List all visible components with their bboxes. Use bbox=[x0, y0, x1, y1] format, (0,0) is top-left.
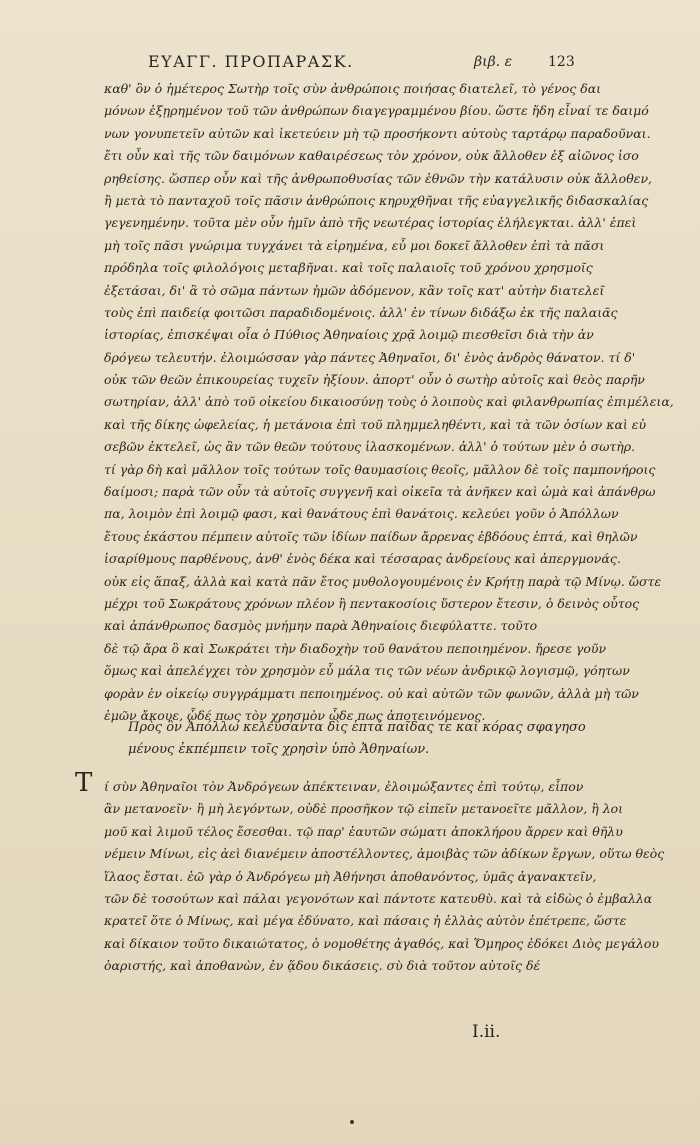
main-text-block bbox=[104, 78, 674, 727]
text-line: γεγενημένην. τοῦτα μὲν οὖν ἡμῖν ἀπὸ τῆς νεωτέρας ἱστορίας ἐλήλεγκται. ἀλλ' ἐπεὶ bbox=[104, 215, 637, 231]
running-title: ΕΥΑΓΓ. ΠΡΟΠΑΡΑΣΚ. bbox=[148, 52, 354, 71]
heading-line: Πρὸς ὃν Ἀπόλλω κελεύσαντα δὶς ἑπτὰ παῖδας τε καὶ κόρας σφαγησο bbox=[128, 720, 586, 735]
oracle-heading bbox=[128, 716, 586, 761]
text-line: δρόγεω τελευτήν. ἐλοιμώσσαν γὰρ πάντες Ἀθηναῖοι, δι' ἑνὸς ἀνδρὸς θάνατον. τί δ' bbox=[104, 349, 636, 365]
page-number: 123 bbox=[548, 54, 575, 70]
text-line: ἰσαρίθμους παρθένους, ἀνθ' ἑνὸς δέκα καὶ τέσσαρας ἀνδρείους καὶ ἀπεργμονάς. bbox=[104, 551, 621, 567]
text-line: ἔτους ἑκάστου πέμπειν αὐτοῖς τῶν ἰδίων παίδων ἄρρενας ἑβδόους ἑπτά, καὶ θηλῶν bbox=[104, 528, 638, 544]
text-line: τῶν δὲ τοσούτων καὶ πάλαι γεγονότων καὶ πάντοτε κατευθὺ. καὶ τὰ εἰδὼς ὁ ἐμβαλλα bbox=[104, 890, 653, 906]
heading-line: μένους ἐκπέμπειν τοῖς χρησὶν ὑπὸ Ἀθηναίων. bbox=[128, 742, 430, 758]
text-line: κρατεῖ ὅτε ὁ Μίνως, καὶ μέγα ἐδύνατο, καὶ πάσαις ἡ ἑλλὰς αὐτὸν ἐπέτρεπε, ὥστε bbox=[104, 913, 627, 929]
page-header bbox=[148, 52, 578, 76]
text-line: ἵλαος ἔσται. ἐῶ γὰρ ὁ Ἀνδρόγεω μὴ Ἀθήνησι ἀποθανόντος, ὑμᾶς ἀγανακτεῖν, bbox=[104, 868, 597, 884]
text-line: σεβῶν ἐκτελεῖ, ὡς ἂν τῶν θεῶν τούτους ἱλασκομένων. ἀλλ' ὁ τούτων μὲν ὁ σωτὴρ. bbox=[104, 439, 636, 455]
text-line: καθ' ὃν ὁ ἡμέτερος Σωτὴρ τοῖς σὺν ἀνθρώποις ποιήσας διατελεῖ, τὸ γένος δαι bbox=[104, 81, 602, 96]
text-line: οὐκ εἰς ἅπαξ, ἀλλὰ καὶ κατὰ πᾶν ἔτος μυθολογουμένοις ἐν Κρήτῃ παρὰ τῷ Μίνῳ. ὥστε bbox=[104, 573, 662, 589]
text-line: νων γονυπετεῖν αὐτῶν καὶ ἱκετεύειν μὴ τῷ προσήκοντι αὐτοὺς ταρτάρῳ παραδοῦναι. bbox=[104, 125, 651, 141]
text-line: μοῦ καὶ λιμοῦ τέλος ἔσεσθαι. τῷ παρ' ἑαυτῶν σώματι ἀποκλήρου ἄρρεν καὶ θῆλυ bbox=[104, 823, 623, 839]
text-line: τοὺς ἐπὶ παιδείᾳ φοιτῶσι παραδιδομένοις. ἀλλ' ἐν τίνων διδάξω ἐκ τῆς παλαιᾶς bbox=[104, 304, 618, 320]
text-line: ἢ μετὰ τὸ πανταχοῦ τοῖς πᾶσιν ἀνθρώποις κηρυχθῆναι τῆς εὐαγγελικῆς διδασκαλίας bbox=[104, 192, 649, 208]
text-line: καὶ ἀπάνθρωπος δασμὸς μνήμην παρὰ Ἀθηναίοις διεφύλαττε. τοῦτο bbox=[104, 618, 538, 634]
text-line: φορὰν ἐν οἰκείῳ συγγράμματι πεποιημένος. οὐ καὶ αὐτῶν τῶν φωνῶν, ἀλλὰ μὴ τῶν bbox=[104, 685, 639, 701]
text-line: σωτηρίαν, ἀλλ' ἀπὸ τοῦ οἰκείου δικαιοσύνῃ τοὺς ὁ λοιποὺς καὶ φιλανθρωπίας ἐπιμέλεια, bbox=[104, 394, 674, 410]
text-line: δαίμοσι; παρὰ τῶν οὖν τὰ αὐτοῖς συγγενῆ καὶ οἰκεῖα τὰ ἀνῆκεν καὶ ὡμὰ καὶ ἀπάνθρω bbox=[104, 484, 656, 500]
text-line: ὅμως καὶ ἀπελέγχει τὸν χρησμὸν εὖ μάλα τις τῶν νέων ἀνδρικῷ λογισμῷ, γόητων bbox=[104, 663, 630, 679]
book-section-marker: βιβ. ε bbox=[474, 54, 513, 70]
text-line: ἔτι οὖν καὶ τῆς τῶν δαιμόνων καθαιρέσεως τὸν χρόνον, οὐκ ἄλλοθεν ἐξ αἰῶνος ἰσο bbox=[104, 148, 639, 164]
text-line: ὀαριστής, καὶ ἀποθανὼν, ἐν ᾅδου δικάσεις. σὺ διὰ τοῦτον αὐτοῖς δέ bbox=[104, 958, 541, 974]
text-line: ἐξετάσαι, δι' ἃ τὸ σῶμα πάντων ἡμῶν ἀδόμενον, κἂν τοῖς κατ' αὐτὴν διατελεῖ bbox=[104, 282, 605, 298]
text-line: πα, λοιμὸν ἐπὶ λοιμῷ φασι, καὶ θανάτους ἐπὶ θανάτοις. κελεύει γοῦν ὁ Ἀπόλλων bbox=[104, 506, 619, 522]
text-line: μέχρι τοῦ Σωκράτους χρόνων πλέον ἢ πεντακοσίοις ὕστερον ἔτεσιν, ὁ δεινὸς οὗτος bbox=[104, 595, 640, 611]
text-line: καὶ δίκαιον τοῦτο δικαιώτατος, ὁ νομοθέτης ἀγαθός, καὶ Ὅμηρος ἐδόκει Διὸς μεγάλου bbox=[104, 935, 659, 951]
text-line: ί σὺν Ἀθηναῖοι τὸν Ἀνδρόγεων ἀπέκτειναν, ἐλοιμώξαντες ἐπὶ τούτῳ, εἶπον bbox=[104, 779, 584, 794]
text-line: ἂν μετανοεῖν· ἢ μὴ λεγόντων, οὐδὲ προσῆκον τῷ εἰπεῖν μετανοεῖτε μᾶλλον, ἢ λοι bbox=[104, 801, 624, 817]
text-line: δὲ τῷ ἄρα ὃ καὶ Σωκράτει τὴν διαδοχὴν τοῦ θανάτου πεποιημένον. ἤρεσε γοῦν bbox=[104, 640, 607, 656]
text-line: ρηθείσης. ὥσπερ οὖν καὶ τῆς ἀνθρωποθυσίας τῶν ἐθνῶν τὴν κατάλυσιν οὐκ ἄλλοθεν, bbox=[104, 170, 653, 186]
text-line: ἱστορίας, ἐπισκέψαι οἷα ὁ Πύθιος Ἀθηναίοις χρᾷ λοιμῷ πιεσθεῖσι διὰ τὴν ἀν bbox=[104, 327, 594, 343]
page-dot-ornament bbox=[350, 1120, 354, 1124]
text-line: μὴ τοῖς πᾶσι γνώριμα τυγχάνει τὰ εἰρημένα, εὖ μοι δοκεῖ ἄλλοθεν ἐπὶ τὰ πᾶσι bbox=[104, 237, 605, 253]
drop-initial: Τ bbox=[75, 768, 93, 798]
text-line: μόνων ἐξῃρημένον τοῦ τῶν ἀνθρώπων διαγεγραμμένου βίου. ὥστε ἤδη εἶναί τε δαιμό bbox=[104, 103, 649, 119]
signature-mark: I.ii. bbox=[472, 1022, 501, 1042]
text-line: ἐμῶν ἄκουε, ὧδέ πως τὸν χρησμὸν ὧδε πως ἀποτεινόμενος. bbox=[104, 707, 486, 723]
text-line: τί γὰρ δὴ καὶ μᾶλλον τοῖς τούτων τοῖς θαυμασίοις θεοῖς, μᾶλλον δὲ τοῖς παμπονήροις bbox=[104, 461, 656, 477]
text-line: πρόδηλα τοῖς φιλολόγοις μεταβῆναι. καὶ τοῖς παλαιοῖς τοῦ χρόνου χρησμοῖς bbox=[104, 260, 593, 276]
text-line: νέμειν Μίνωι, εἰς ἀεὶ διανέμειν ἀποστέλλοντες, ἀμοιβὰς τῶν ἀδίκων ἔργων, οὕτω θεὸς bbox=[104, 846, 665, 862]
text-line: οὐκ τῶν θεῶν ἐπικουρείας τυχεῖν ἠξίουν. ἀπορτ' οὖν ὁ σωτὴρ αὐτοῖς καὶ θεὸς παρῆν bbox=[104, 372, 645, 388]
oracle-text-block bbox=[104, 776, 665, 978]
text-line: καὶ τῆς δίκης ὠφελείας, ἡ μετάνοια ἐπὶ τοῦ πλημμεληθέντι, καὶ τὰ τῶν ὁσίων καὶ εὐ bbox=[104, 416, 647, 432]
